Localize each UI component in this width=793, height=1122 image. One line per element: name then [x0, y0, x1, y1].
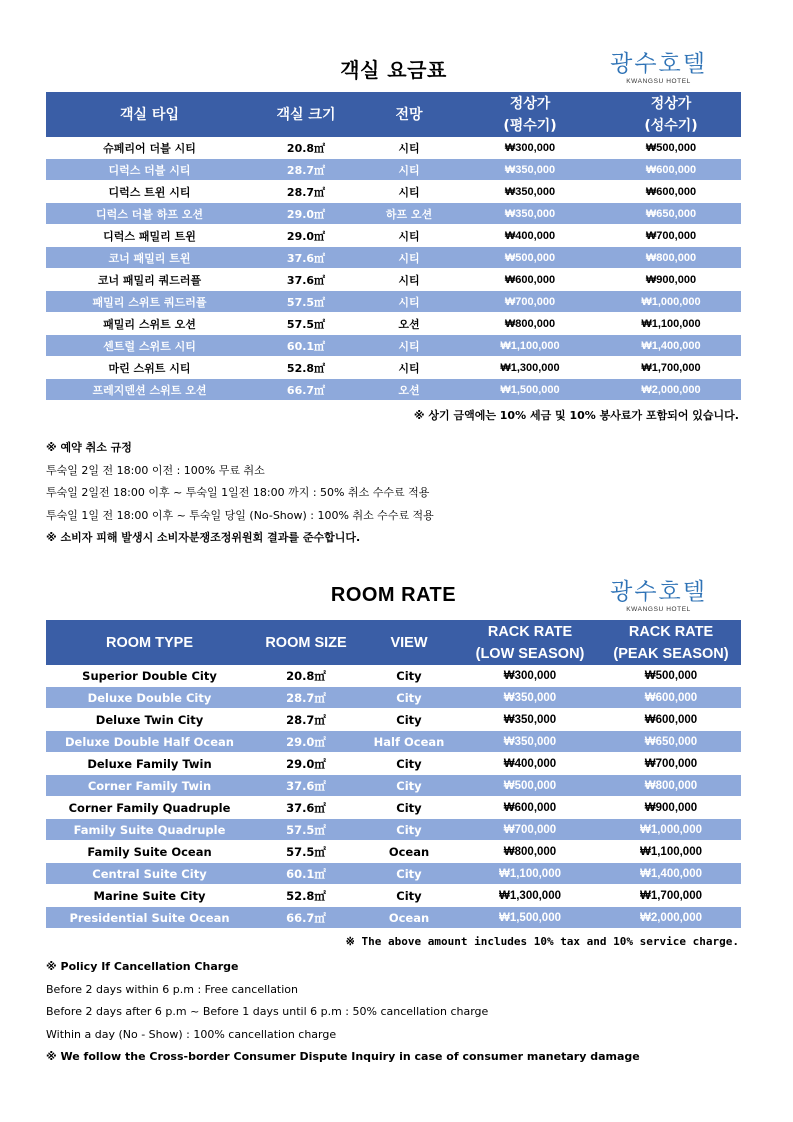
table-row [46, 687, 741, 709]
table-row [46, 357, 741, 379]
col-header-view: VIEW [359, 620, 459, 665]
table-row [46, 797, 741, 819]
policy-heading: ※ 예약 취소 규정 [46, 441, 132, 454]
peak-season-price-cell: ₩2,000,000 [601, 907, 741, 929]
table-row [46, 137, 741, 159]
header-line: (성수기) [644, 117, 698, 134]
col-header-low-season [459, 620, 601, 665]
col-header-room-type: 객실 타입 [46, 92, 253, 137]
table-row [46, 753, 741, 775]
view-cell: City [359, 665, 459, 687]
cancellation-policy [46, 437, 741, 550]
room-type-cell: Deluxe Family Twin [46, 753, 253, 775]
room-size-cell: 29.0㎡ [253, 753, 359, 775]
peak-season-price-cell: ₩700,000 [601, 225, 741, 247]
peak-season-price-cell: ₩600,000 [601, 709, 741, 731]
peak-season-price-cell: ₩600,000 [601, 687, 741, 709]
peak-season-price-cell: ₩500,000 [601, 665, 741, 687]
tax-note: ※ The above amount includes 10% tax and 10% service charge. [345, 935, 739, 948]
view-cell: 시티 [359, 269, 459, 291]
view-cell: City [359, 819, 459, 841]
table-row [46, 203, 741, 225]
logo-subtitle: KWANGSU HOTEL [626, 78, 691, 85]
room-type-cell: Marine Suite City [46, 885, 253, 907]
col-header-room-size: 객실 크기 [253, 92, 359, 137]
low-season-price-cell: ₩350,000 [459, 203, 601, 225]
low-season-price-cell: ₩350,000 [459, 731, 601, 753]
table-row [46, 885, 741, 907]
policy-line: Within a day (No - Show) : 100% cancellation charge [46, 1027, 337, 1041]
logo-subtitle: KWANGSU HOTEL [626, 606, 691, 613]
col-header-peak-season [601, 620, 741, 665]
policy-line: 투숙일 2일 전 18:00 이전 : 100% 무료 취소 [46, 463, 265, 477]
room-type-cell: 프레지덴션 스위트 오션 [46, 379, 253, 401]
room-size-cell: 57.5㎡ [253, 313, 359, 335]
room-size-cell: 37.6㎡ [253, 775, 359, 797]
view-cell: Half Ocean [359, 731, 459, 753]
view-cell: City [359, 687, 459, 709]
view-cell: 시티 [359, 137, 459, 159]
header-row [46, 50, 741, 92]
peak-season-price-cell: ₩1,100,000 [601, 841, 741, 863]
table-row [46, 665, 741, 687]
hotel-logo [610, 578, 707, 614]
col-header-peak-season [601, 92, 741, 137]
table-row [46, 731, 741, 753]
low-season-price-cell: ₩350,000 [459, 709, 601, 731]
table-row [46, 335, 741, 357]
low-season-price-cell: ₩700,000 [459, 291, 601, 313]
room-size-cell: 28.7㎡ [253, 181, 359, 203]
room-type-cell: 패밀리 스위트 오션 [46, 313, 253, 335]
table-row [46, 907, 741, 929]
peak-season-price-cell: ₩700,000 [601, 753, 741, 775]
peak-season-price-cell: ₩500,000 [601, 137, 741, 159]
room-size-cell: 20.8㎡ [253, 665, 359, 687]
hotel-logo [610, 50, 707, 86]
peak-season-price-cell: ₩600,000 [601, 159, 741, 181]
peak-season-price-cell: ₩800,000 [601, 775, 741, 797]
room-type-cell: 패밀리 스위트 쿼드러플 [46, 291, 253, 313]
peak-season-price-cell: ₩650,000 [601, 731, 741, 753]
room-type-cell: 디럭스 더블 시티 [46, 159, 253, 181]
peak-season-price-cell: ₩1,400,000 [601, 335, 741, 357]
rate-table [46, 620, 741, 929]
room-type-cell: 코너 패밀리 쿼드러플 [46, 269, 253, 291]
peak-season-price-cell: ₩900,000 [601, 269, 741, 291]
room-size-cell: 66.7㎡ [253, 379, 359, 401]
policy-line: Before 2 days within 6 p.m : Free cancellation [46, 982, 299, 996]
view-cell: City [359, 709, 459, 731]
view-cell: 시티 [359, 159, 459, 181]
room-size-cell: 52.8㎡ [253, 357, 359, 379]
low-season-price-cell: ₩300,000 [459, 137, 601, 159]
room-type-cell: Deluxe Twin City [46, 709, 253, 731]
room-size-cell: 37.6㎡ [253, 269, 359, 291]
peak-season-price-cell: ₩1,100,000 [601, 313, 741, 335]
room-size-cell: 60.1㎡ [253, 335, 359, 357]
col-header-low-season [459, 92, 601, 137]
header-line: (평수기) [503, 117, 557, 134]
rate-table-body [46, 665, 741, 929]
peak-season-price-cell: ₩800,000 [601, 247, 741, 269]
table-row [46, 379, 741, 401]
room-type-cell: Presidential Suite Ocean [46, 907, 253, 929]
peak-season-price-cell: ₩1,700,000 [601, 885, 741, 907]
logo-wordmark: 광수호텔 [610, 51, 707, 77]
header-line: 정상가 [509, 95, 551, 112]
col-header-view: 전망 [359, 92, 459, 137]
policy-line: 투숙일 2일전 18:00 이후 ~ 투숙일 1일전 18:00 까지 : 50% 취소 수수료 적용 [46, 486, 430, 499]
low-season-price-cell: ₩500,000 [459, 247, 601, 269]
low-season-price-cell: ₩300,000 [459, 665, 601, 687]
policy-heading: ※ Policy If Cancellation Charge [46, 960, 239, 973]
room-size-cell: 20.8㎡ [253, 137, 359, 159]
room-type-cell: Deluxe Double Half Ocean [46, 731, 253, 753]
table-row [46, 841, 741, 863]
room-type-cell: Family Suite Ocean [46, 841, 253, 863]
low-season-price-cell: ₩700,000 [459, 819, 601, 841]
view-cell: 시티 [359, 357, 459, 379]
room-size-cell: 28.7㎡ [253, 687, 359, 709]
tax-note: ※ 상기 금액에는 10% 세금 및 10% 봉사료가 포함되어 있습니다. [413, 409, 739, 422]
peak-season-price-cell: ₩600,000 [601, 181, 741, 203]
view-cell: 시티 [359, 225, 459, 247]
room-type-cell: Central Suite City [46, 863, 253, 885]
low-season-price-cell: ₩600,000 [459, 269, 601, 291]
low-season-price-cell: ₩500,000 [459, 775, 601, 797]
low-season-price-cell: ₩1,100,000 [459, 863, 601, 885]
header-line: 정상가 [650, 95, 692, 112]
peak-season-price-cell: ₩1,000,000 [601, 819, 741, 841]
low-season-price-cell: ₩600,000 [459, 797, 601, 819]
view-cell: 오션 [359, 313, 459, 335]
low-season-price-cell: ₩800,000 [459, 313, 601, 335]
low-season-price-cell: ₩1,500,000 [459, 907, 601, 929]
rate-table [46, 92, 741, 401]
rate-table-body [46, 137, 741, 401]
table-row [46, 225, 741, 247]
header-line: (LOW SEASON) [475, 645, 585, 662]
low-season-price-cell: ₩400,000 [459, 225, 601, 247]
room-size-cell: 57.5㎡ [253, 819, 359, 841]
view-cell: 하프 오션 [359, 203, 459, 225]
peak-season-price-cell: ₩650,000 [601, 203, 741, 225]
table-row [46, 709, 741, 731]
low-season-price-cell: ₩400,000 [459, 753, 601, 775]
room-type-cell: 마린 스위트 시티 [46, 357, 253, 379]
cancellation-policy [46, 956, 741, 1069]
page-title: 객실 요금표 [340, 58, 447, 82]
policy-line: Before 2 days after 6 p.m ~ Before 1 days until 6 p.m : 50% cancellation charge [46, 1005, 489, 1018]
peak-season-price-cell: ₩900,000 [601, 797, 741, 819]
table-row [46, 819, 741, 841]
peak-season-price-cell: ₩1,000,000 [601, 291, 741, 313]
room-size-cell: 66.7㎡ [253, 907, 359, 929]
room-type-cell: 디럭스 패밀리 트윈 [46, 225, 253, 247]
view-cell: City [359, 753, 459, 775]
table-header-row [46, 620, 741, 665]
room-type-cell: 코너 패밀리 트윈 [46, 247, 253, 269]
header-row [46, 578, 741, 620]
room-size-cell: 37.6㎡ [253, 797, 359, 819]
view-cell: 시티 [359, 181, 459, 203]
room-type-cell: Superior Double City [46, 665, 253, 687]
policy-footer: ※ We follow the Cross-border Consumer Dispute Inquiry in case of consumer manetary damage [46, 1050, 640, 1063]
room-type-cell: Corner Family Twin [46, 775, 253, 797]
view-cell: Ocean [359, 907, 459, 929]
table-row [46, 291, 741, 313]
page-title: ROOM RATE [330, 584, 457, 606]
room-size-cell: 57.5㎡ [253, 291, 359, 313]
room-type-cell: Corner Family Quadruple [46, 797, 253, 819]
view-cell: 오션 [359, 379, 459, 401]
room-size-cell: 37.6㎡ [253, 247, 359, 269]
room-type-cell: 디럭스 더블 하프 오션 [46, 203, 253, 225]
table-row [46, 863, 741, 885]
table-header-row [46, 92, 741, 137]
header-line: RACK RATE [487, 623, 573, 640]
room-size-cell: 28.7㎡ [253, 159, 359, 181]
header-line: RACK RATE [628, 623, 714, 640]
low-season-price-cell: ₩1,100,000 [459, 335, 601, 357]
low-season-price-cell: ₩350,000 [459, 181, 601, 203]
peak-season-price-cell: ₩1,700,000 [601, 357, 741, 379]
col-header-room-size: ROOM SIZE [253, 620, 359, 665]
low-season-price-cell: ₩800,000 [459, 841, 601, 863]
peak-season-price-cell: ₩1,400,000 [601, 863, 741, 885]
room-size-cell: 57.5㎡ [253, 841, 359, 863]
room-type-cell: 디럭스 트윈 시티 [46, 181, 253, 203]
room-size-cell: 29.0㎡ [253, 731, 359, 753]
room-type-cell: Deluxe Double City [46, 687, 253, 709]
english-rate-section [46, 578, 741, 1069]
table-row [46, 313, 741, 335]
room-size-cell: 29.0㎡ [253, 225, 359, 247]
room-size-cell: 29.0㎡ [253, 203, 359, 225]
view-cell: City [359, 885, 459, 907]
view-cell: City [359, 797, 459, 819]
low-season-price-cell: ₩350,000 [459, 687, 601, 709]
header-line: (PEAK SEASON) [613, 645, 729, 662]
col-header-room-type: ROOM TYPE [46, 620, 253, 665]
policy-line: 투숙일 1일 전 18:00 이후 ~ 투숙일 당일 (No-Show) : 100% 취소 수수료 적용 [46, 508, 434, 522]
room-type-cell: Family Suite Quadruple [46, 819, 253, 841]
view-cell: Ocean [359, 841, 459, 863]
room-type-cell: 센트럴 스위트 시티 [46, 335, 253, 357]
view-cell: 시티 [359, 247, 459, 269]
room-size-cell: 60.1㎡ [253, 863, 359, 885]
table-row [46, 159, 741, 181]
table-row [46, 775, 741, 797]
room-type-cell: 슈페리어 더블 시티 [46, 137, 253, 159]
view-cell: City [359, 775, 459, 797]
view-cell: 시티 [359, 291, 459, 313]
room-size-cell: 28.7㎡ [253, 709, 359, 731]
peak-season-price-cell: ₩2,000,000 [601, 379, 741, 401]
low-season-price-cell: ₩1,500,000 [459, 379, 601, 401]
room-size-cell: 52.8㎡ [253, 885, 359, 907]
low-season-price-cell: ₩1,300,000 [459, 885, 601, 907]
view-cell: City [359, 863, 459, 885]
low-season-price-cell: ₩1,300,000 [459, 357, 601, 379]
table-row [46, 269, 741, 291]
low-season-price-cell: ₩350,000 [459, 159, 601, 181]
korean-rate-section [46, 50, 741, 550]
policy-footer: ※ 소비자 피해 발생시 소비자분쟁조정위원회 결과를 준수합니다. [46, 531, 361, 544]
logo-wordmark: 광수호텔 [610, 579, 707, 605]
table-row [46, 181, 741, 203]
table-row [46, 247, 741, 269]
view-cell: 시티 [359, 335, 459, 357]
